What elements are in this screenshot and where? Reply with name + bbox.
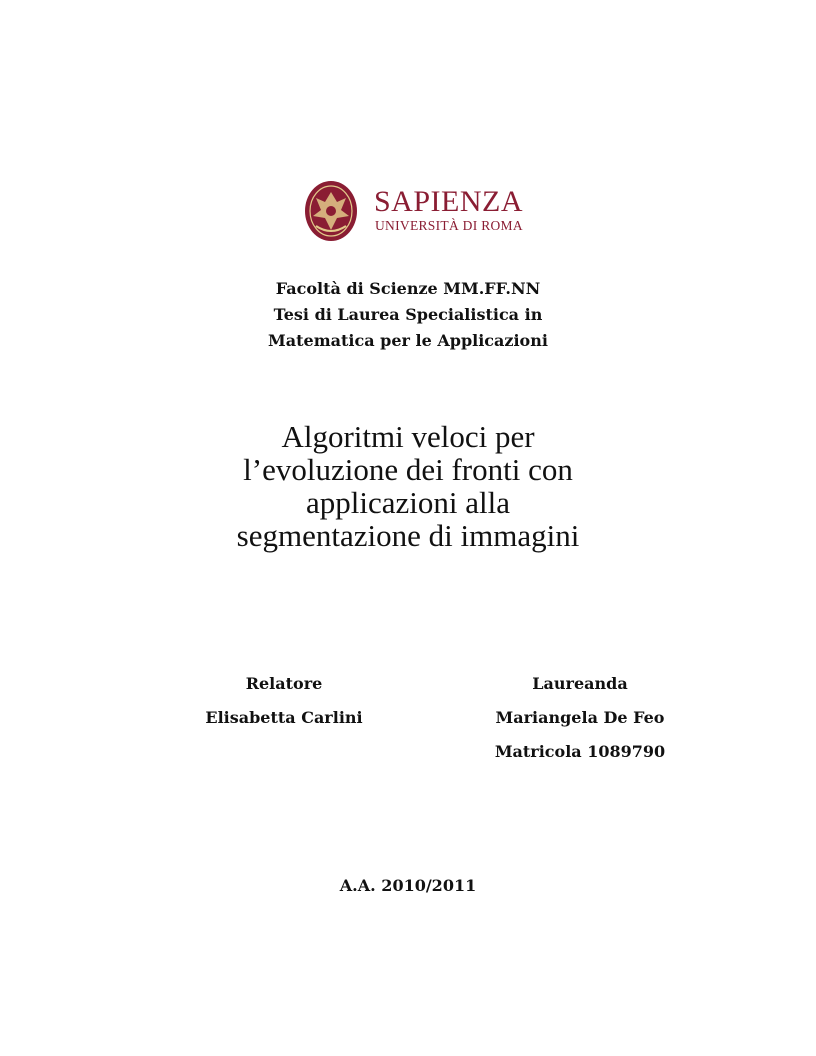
laureanda-name: Mariangela De Feo bbox=[495, 708, 665, 727]
program-line: Matematica per le Applicazioni bbox=[268, 331, 548, 350]
laureanda-label: Laureanda bbox=[532, 674, 628, 693]
title-line-1: Algoritmi veloci per bbox=[281, 419, 535, 454]
university-logo bbox=[304, 180, 524, 244]
university-seal-icon bbox=[304, 180, 358, 242]
faculty-line: Facoltà di Scienze MM.FF.NN bbox=[275, 279, 541, 298]
matricola: Matricola 1089790 bbox=[494, 742, 666, 761]
title-line-4: segmentazione di immagini bbox=[236, 518, 580, 553]
thesis-title bbox=[180, 420, 636, 552]
degree-line: Tesi di Laurea Specialistica in bbox=[273, 305, 543, 324]
logo-wordmark: SAPIENZA bbox=[374, 185, 524, 218]
relatore-name: Elisabetta Carlini bbox=[205, 708, 363, 727]
relatore-label: Relatore bbox=[245, 674, 323, 693]
title-line-3: applicazioni alla bbox=[306, 485, 510, 520]
title-line-2: l’evoluzione dei fronti con bbox=[243, 452, 573, 487]
logo-subtitle: UNIVERSITÀ DI ROMA bbox=[375, 218, 523, 233]
academic-year: A.A. 2010/2011 bbox=[339, 876, 477, 895]
